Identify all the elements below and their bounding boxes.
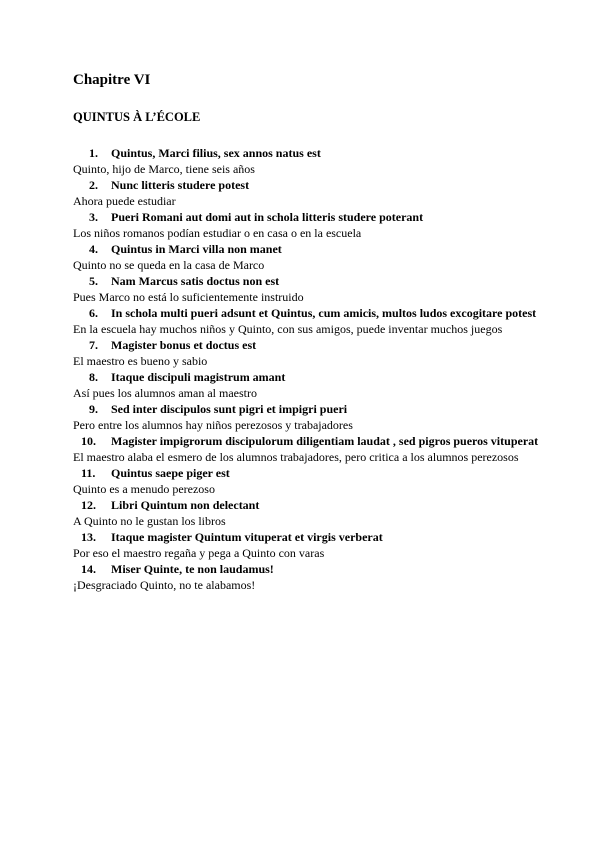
sentence-item xyxy=(73,369,543,401)
latin-sentence xyxy=(73,529,543,545)
spanish-translation: Quinto, hijo de Marco, tiene seis años xyxy=(73,162,255,176)
latin-text: Sed inter discipulos sunt pigri et impigri pueri xyxy=(111,402,348,416)
sentence-number: 5. xyxy=(89,274,98,288)
sentence-item xyxy=(73,209,543,241)
sentence-number: 11. xyxy=(81,466,96,480)
latin-sentence xyxy=(73,561,543,577)
sentence-number: 2. xyxy=(89,178,98,192)
spanish-translation: Quinto no se queda en la casa de Marco xyxy=(73,258,265,272)
sentence-number: 6. xyxy=(89,306,98,320)
sentence-item xyxy=(73,561,543,593)
spanish-translation: Ahora puede estudiar xyxy=(73,194,176,208)
latin-sentence xyxy=(73,177,543,193)
sentence-item xyxy=(73,177,543,209)
latin-text: Miser Quinte, te non laudamus! xyxy=(111,562,274,576)
sentence-number: 3. xyxy=(89,210,98,224)
sentence-number: 9. xyxy=(89,402,98,416)
section-title: QUINTUS À L’ÉCOLE xyxy=(73,110,201,124)
sentence-number: 1. xyxy=(89,146,98,160)
spanish-translation: El maestro alaba el esmero de los alumnos trabajadores, pero critica a los alumnos perezosos xyxy=(73,450,519,464)
spanish-translation: A Quinto no le gustan los libros xyxy=(73,514,226,528)
spanish-translation: Así pues los alumnos aman al maestro xyxy=(73,386,257,400)
latin-text: Itaque magister Quintum vituperat et virgis verberat xyxy=(111,530,383,544)
latin-text: Nunc litteris studere potest xyxy=(111,178,250,192)
spanish-translation: Los niños romanos podían estudiar o en casa o en la escuela xyxy=(73,226,362,240)
latin-sentence xyxy=(73,209,543,225)
sentence-item xyxy=(73,401,543,433)
latin-sentence xyxy=(73,337,543,353)
latin-sentence xyxy=(73,433,543,449)
spanish-translation: El maestro es bueno y sabio xyxy=(73,354,208,368)
latin-text: Libri Quintum non delectant xyxy=(111,498,260,512)
latin-sentence xyxy=(73,465,543,481)
latin-text: Magister impigrorum discipulorum diligentiam laudat , sed pigros pueros vituperat xyxy=(111,434,539,448)
latin-sentence xyxy=(73,401,543,417)
sentence-item xyxy=(73,241,543,273)
spanish-translation: Pues Marco no está lo suficientemente instruido xyxy=(73,290,304,304)
spanish-translation: Pero entre los alumnos hay niños perezosos y trabajadores xyxy=(73,418,353,432)
latin-sentence xyxy=(73,369,543,385)
latin-text: Quintus, Marci filius, sex annos natus est xyxy=(111,146,321,160)
sentence-item xyxy=(73,273,543,305)
sentence-number: 14. xyxy=(81,562,96,576)
latin-text: In schola multi pueri adsunt et Quintus, cum amicis, multos ludos excogitare potest xyxy=(111,306,537,320)
sentence-number: 4. xyxy=(89,242,98,256)
latin-sentence xyxy=(73,305,543,321)
sentence-item xyxy=(73,145,543,177)
sentence-number: 7. xyxy=(89,338,98,352)
spanish-translation: Quinto es a menudo perezoso xyxy=(73,482,215,496)
sentence-number: 10. xyxy=(81,434,96,448)
spanish-translation: ¡Desgraciado Quinto, no te alabamos! xyxy=(73,578,256,592)
sentence-number: 13. xyxy=(81,530,96,544)
sentence-item xyxy=(73,433,543,465)
sentence-list xyxy=(73,145,543,593)
latin-sentence xyxy=(73,241,543,257)
latin-text: Quintus saepe piger est xyxy=(111,466,230,480)
spanish-translation: Por eso el maestro regaña y pega a Quinto con varas xyxy=(73,546,325,560)
sentence-number: 8. xyxy=(89,370,98,384)
latin-sentence xyxy=(73,497,543,513)
latin-text: Nam Marcus satis doctus non est xyxy=(111,274,280,288)
sentence-item xyxy=(73,497,543,529)
latin-text: Itaque discipuli magistrum amant xyxy=(111,370,286,384)
latin-text: Magister bonus et doctus est xyxy=(111,338,257,352)
sentence-item xyxy=(73,305,543,337)
latin-sentence xyxy=(73,273,543,289)
spanish-translation: En la escuela hay muchos niños y Quinto, con sus amigos, puede inventar muchos juegos xyxy=(73,322,503,336)
latin-text: Quintus in Marci villa non manet xyxy=(111,242,282,256)
sentence-item xyxy=(73,465,543,497)
sentence-item xyxy=(73,529,543,561)
latin-text: Pueri Romani aut domi aut in schola litteris studere poterant xyxy=(111,210,424,224)
latin-sentence xyxy=(73,145,543,161)
sentence-item xyxy=(73,337,543,369)
sentence-number: 12. xyxy=(81,498,96,512)
chapter-title: Chapitre VI xyxy=(73,72,151,88)
